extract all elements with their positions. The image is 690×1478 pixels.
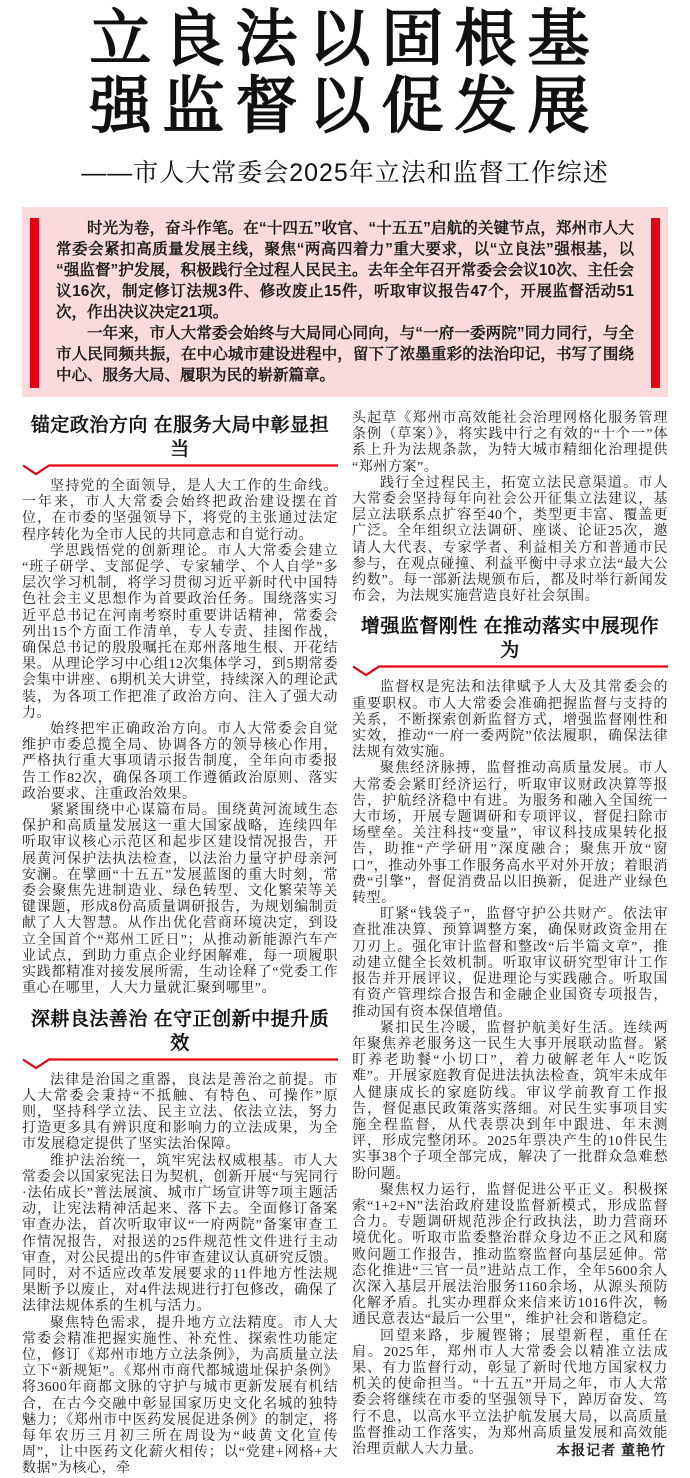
red-bar-right <box>651 218 660 388</box>
paragraph: 聚焦特色需求，提升地方立法精度。市人大常委会精准把握实施性、补充性、探索性功能定位，修订《郑州市地方立法条例》，为高质量立法立下“新规矩”。《郑州市商代都城遗址保护条例》将3600年商都文脉的守护与城市更新发展有机结合，在古今交融中彰显国家历史文化名城的独特魅力；《郑州市中医药发展促进条例》的制定，将每年农历三月初三所在周设为“岐黄文化宣传周”，让中医药文化薪火相传；以“党建+网格+大数据”为核心，牵 <box>22 1315 338 1477</box>
paragraph: 紧扣民生冷暖，监督护航美好生活。连续两年聚焦养老服务这一民生大事开展联动监督。紧盯养老助餐“小切口”，着力破解老年人“吃饭难”。开展家庭教育促进法执法检查，筑牢未成年人健康成长的家庭防线。审议学前教育工作报告，督促惠民政策落实落细。对民生实事项目实施全程监督，从代表票决到年中跟进、年末测评，形成完整闭环。2025年票决产生的10件民生实事38个子项全部完成，解决了一批群众急难愁盼问题。 <box>352 1020 668 1182</box>
paragraph: 学思践悟党的创新理论。市人大常委会建立“班子研学、支部促学、专家辅学、个人自学”多层次学习机制，将学习贯彻习近平新时代中国特色社会主义思想作为首要政治任务。围绕落实习近平总书记在河南考察时重要讲话精神，常委会列出15个方面工作清单，专人专责、挂图作战，确保总书记的殷殷嘱托在郑州落地生根、开花结果。从理论学习中心组12次集体学习，到5期常委会集中讲座、6期机关大讲堂，持续深入的理论武装，为各项工作把准了政治方向、注入了强大动力。 <box>22 543 338 721</box>
headline-line-2: 强监督以促发展 <box>89 72 601 141</box>
article-body <box>0 411 690 1478</box>
red-check-rule <box>22 463 338 476</box>
paragraph: 聚焦权力运行，监督促进公平正义。积极探索“1+2+N”法治政府建设监督新模式，形成监督合力。专题调研规范涉企行政执法，助力营商环境优化。听取市监委整治群众身边不正之风和腐败问题工作报告，推动监察监督向基层延伸。常态化推进“三官一员”进站点工作，全年5600余人次深入基层开展法治服务1160余场，从源头预防化解矛盾。扎实办理群众来信来访1016件次，畅通民意表达“最后一公里”，维护社会和谐稳定。 <box>352 1182 668 1328</box>
paragraph-continuation: 头起草《郑州市高效能社会治理网格化服务管理条例（草案）》，将实践中行之有效的“十个一”体系上升为法规条款，为特大城市精细化治理提供“郑州方案”。 <box>352 411 668 475</box>
summary-box <box>22 207 668 397</box>
paragraph: 聚焦经济脉搏，监督推动高质量发展。市人大常委会紧盯经济运行，听取审议财政决算等报告，护航经济稳中有进。为服务和融入全国统一大市场，开展专题调研和专项评议，督促扫除市场壁垒。关注科技“变量”，审议科技成果转化报告，助推“产学研用”深度融合；聚焦开放“窗口”，推动外事工作服务高水平对外开放；着眼消费“引擎”，督促消费品以旧换新，促进产业绿色转型。 <box>352 761 668 907</box>
closing-text: 回望来路，步履铿锵；展望新程，重任在肩。2025年，郑州市人大常委会以精准立法成果、有力监督行动，彰显了新时代地方国家权力机关的使命担当。“十五五”开局之年，市人大常委会将继续在市委的坚强领导下，踔厉奋发、笃行不息，以高水平立法护航发展大局，以高质量监督推动工作落实，为郑州高质量发展和高效能治理贡献人大力量。 <box>352 1328 668 1457</box>
paragraph: 盯紧“钱袋子”，监督守护公共财产。依法审查批准决算、预算调整方案，确保财政资金用在刀刃上。强化审计监督和整改“后半篇文章”，推动建立健全长效机制。听取审议研究型审计工作报告并开展评议，促进理论与实践融合。听取国有资产管理综合报告和金融企业国资专项报告，推动国有资本保值增值。 <box>352 907 668 1020</box>
section-2-heading: 深耕良法善治 在守正创新中提升质效 <box>30 1008 330 1054</box>
subtitle: ——市人大常委会2025年立法和监督工作综述 <box>81 159 609 187</box>
right-column <box>352 411 668 1478</box>
closing-paragraph <box>352 1329 668 1459</box>
red-check-rule <box>22 1057 338 1070</box>
summary-paragraph: 时光为卷，奋斗作笔。在“十四五”收官、“十五五”启航的关键节点，郑州市人大常委会紧扣高质量发展主线，聚焦“两高四着力”重大要求，以“立良法”强根基，以“强监督”护发展，积极践行全过程人民民主。去年全年召开常委会会议10次、主任会议16次，制定修订法规3件、修改废止15件，听取审议报告47个，开展监督活动51次，作出决议决定21项。 <box>56 220 634 321</box>
paragraph: 始终把牢正确政治方向。市人大常委会自觉维护市委总揽全局、协调各方的领导核心作用，严格执行重大事项请示报告制度，全年向市委报告工作82次，确保各项工作遵循政治原则、落实政治要求、注重政治效果。 <box>22 722 338 802</box>
byline: 本报记者 董艳竹 <box>556 1441 666 1458</box>
paragraph: 维护法治统一，筑牢宪法权威根基。市人大常委会以国家宪法日为契机，创新开展“与宪同行·法佑成长”普法展演、城市广场宣讲等7项主题活动，让宪法精神活起来、落下去。全面修订备案审查办法，首次听取审议“一府两院”备案审查工作情况报告，对报送的25件规范性文件进行主动审查，对公民提出的5件审查建议认真研究反馈。同时，对不适应改革发展要求的11件地方性法规果断予以废止，对4件法规进行打包修改，确保了法律法规体系的生机与活力。 <box>22 1153 338 1315</box>
red-check-rule <box>352 664 668 677</box>
left-column <box>22 411 338 1478</box>
section-1-heading: 锚定政治方向 在服务大局中彰显担当 <box>30 415 330 460</box>
section-3-heading: 增强监督刚性 在推动落实中展现作为 <box>360 616 660 662</box>
paragraph: 监督权是宪法和法律赋予人大及其常委会的重要职权。市人大常委会准确把握监督与支持的关系，不断探索创新监督方式，增强监督刚性和实效，推动“一府一委两院”依法履职，确保法律法规有效实施。 <box>352 680 668 761</box>
paragraph: 坚持党的全面领导，是人大工作的生命线。一年来，市人大常委会始终把政治建设摆在首位，在市委的坚强领导下，将党的主张通过法定程序转化为全市人民的共同意志和自觉行动。 <box>22 479 338 543</box>
paragraph: 践行全过程民主，拓宽立法民意渠道。市人大常委会坚持每年向社会公开征集立法建议，基层立法联系点扩容至40个，类型更丰富、覆盖更广泛。全年组织立法调研、座谈、论证25次，邀请人大代表、专家学者、利益相关方和普通市民参与，在观点碰撞、利益平衡中寻求立法“最大公约数”。每一部新法规颁布后，都及时举行新闻发布会，为法规实施营造良好社会氛围。 <box>352 475 668 605</box>
headline <box>0 6 690 140</box>
article-header <box>0 0 690 189</box>
red-bar-left <box>30 218 39 388</box>
paragraph: 紧紧围绕中心谋篇布局。围绕黄河流域生态保护和高质量发展这一重大国家战略，连续四年听取审议核心示范区和起步区建设情况报告，开展黄河保护法执法检查，以法治力量守护母亲河安澜。在擘画“十五五”发展蓝图的重大时刻，常委会聚焦先进制造业、绿色转型、文化繁荣等关键课题，形成8份高质量调研报告，为规划编制贡献了人大智慧。从作出优化营商环境决定，到设立全国首个“郑州工匠日”；从推动新能源汽车产业试点，到助力重点企业纾困解难，每一项履职实践都精准对接发展所需，生动诠释了“党委工作重心在哪里，人大力量就汇聚到哪里”。 <box>22 803 338 997</box>
headline-line-1: 立良法以固根基 <box>89 5 601 74</box>
summary-paragraph: 一年来，市人大常委会始终与大局同心同向，与“一府一委两院”同力同行，与全市人民同频共振，在中心城市建设进程中，留下了浓墨重彩的法治印记，书写了围绕中心、服务大局、履职为民的崭新篇章。 <box>56 325 634 384</box>
paragraph: 法律是治国之重器，良法是善治之前提。市人大常委会秉持“不抵触、有特色、可操作”原则，坚持科学立法、民主立法、依法立法，努力打造更多具有辨识度和影响力的立法成果，为全市发展稳定提供了坚实法治保障。 <box>22 1072 338 1153</box>
